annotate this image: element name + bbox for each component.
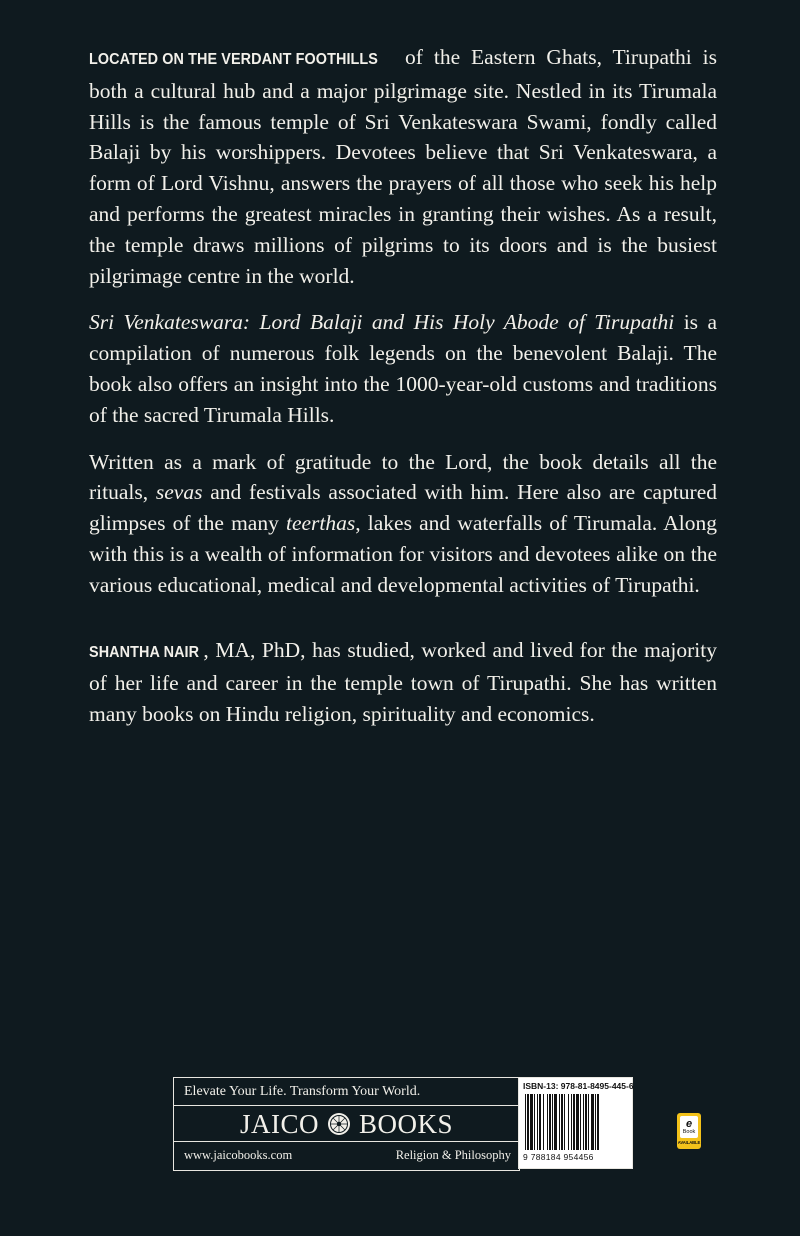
wheel-logo-icon [327,1112,351,1136]
publisher-tagline: Elevate Your Life. Transform Your World. [184,1084,421,1099]
publisher-box [173,1077,520,1171]
blurb-paragraph-1 [89,42,717,291]
author-bio [89,635,717,730]
barcode-bars-icon [525,1094,626,1150]
ebook-available-badge [677,1113,701,1149]
publisher-website: www.jaicobooks.com [184,1148,293,1162]
blurb-p3-a: Written as a mark of gratitude to the Lord, the book details all the rituals, [89,449,717,505]
teerthas-italic: teerthas [285,511,356,536]
ebook-letter: e [685,1117,693,1130]
ebook-icon [680,1116,698,1138]
publisher-logo [174,1108,519,1140]
blurb-p2-body: is a compilation of numerous folk legends on the benevolent Balaji. The book also offers an insight into the 1000-year-old customs and traditions of the sacred Tirumala Hills. [89,310,718,427]
blurb-paragraph-3 [89,447,717,601]
blurb-paragraph-2 [89,307,717,430]
sevas-italic: sevas [155,480,203,505]
blurb-lead-caps: LOCATED ON THE VERDANT FOOTHILLS [89,51,379,68]
blurb-p3-c: , lakes and waterfalls of Tirumala. Along with this is a wealth of information for visitors and devotees alike on the various educational, medical and developmental activities of Tirupathi. [89,511,718,597]
isbn-barcode [518,1077,633,1169]
publisher-name-left: JAICO [239,1108,319,1139]
publisher-name-right: BOOKS [358,1108,454,1139]
isbn-label: ISBN-13: 978-81-8495-445-6 [523,1081,634,1091]
author-name: SHANTHA NAIR [89,643,200,661]
blurb-p1-body: of the Eastern Ghats, Tirupathi is both a cultural hub and a major pilgrimage site. Nestled in its Tirumala Hills is the famous temple of Sri Venkateswara Swami, fondly called Balaji by his worshippers. Devotees believe that Sri Venkateswara, a form of Lord Vishnu, answers the prayers of all those who seek his help and performs the greatest miracles in granting their wishes. As a result, the temple draws millions of pilgrims to its doors and is the busiest pilgrimage centre in the world. [89,45,717,288]
back-cover-text [89,42,717,746]
barcode-digits: 9 788184 954456 [523,1152,594,1162]
ebook-word: Book [682,1128,696,1135]
ebook-available-text: AVAILABLE [677,1140,701,1145]
book-title-italic: Sri Venkateswara: Lord Balaji and His Holy Abode of Tirupathi [89,310,675,335]
publisher-divider-top [174,1105,519,1106]
author-bio-text: , MA, PhD, has studied, worked and lived for the majority of her life and career in the temple town of Tirupathi. She has written many books on Hindu religion, spirituality and economics. [89,637,717,727]
publisher-divider-bottom [174,1141,519,1142]
blurb-p3-b: and festivals associated with him. Here also are captured glimpses of the many [89,480,717,536]
book-category: Religion & Philosophy [395,1148,511,1162]
